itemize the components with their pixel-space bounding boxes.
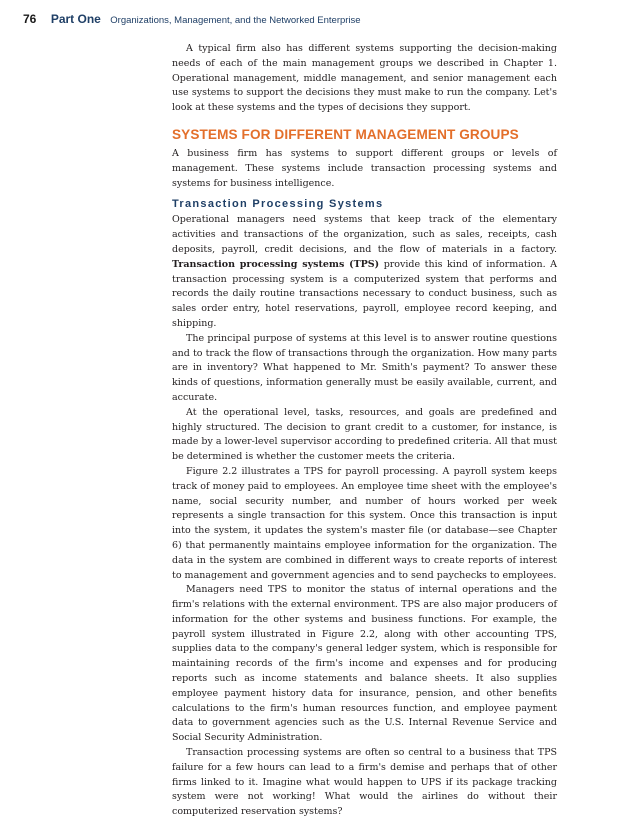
page-number: 76	[23, 12, 37, 26]
part-title: Organizations, Management, and the Networked Enterprise	[110, 15, 361, 26]
part-label: Part One	[50, 12, 101, 26]
tps-paragraph-6: Transaction processing systems are often so central to a business that TPS failure for a few hours can lead to a firm's demise and perhaps that of other firms linked to it. Imagine what would happen to UPS if its package tracking system were not working! What would the airlines do without their computerized reservation systems?	[172, 747, 557, 818]
subsection-heading: Transaction Processing Systems	[172, 198, 384, 211]
tps-paragraph-4: Figure 2.2 illustrates a TPS for payroll processing. A payroll system keeps track of money paid to employees. An employee time sheet with the employee's name, social security number, and number of hours worked per week represents a single transaction for this system. Once this transaction is input into the system, it updates the system's master file (or database—see Chapter 6) that permanently maintains employee information for the organization. The data in the system are combined in different ways to create reports of interest to management and government agencies and to send paychecks to employees.	[172, 465, 557, 581]
tps-paragraph-1-rest: provide this kind of information. A transaction processing system is a computerized system that performs and records the daily routine transactions necessary to conduct business, such as sales order entry, hotel reservations, payroll, employee record keeping, and shipping.	[172, 258, 557, 329]
tps-paragraph-5: Managers need TPS to monitor the status of internal operations and the firm's relations with the external environment. TPS are also major producers of information for the other systems and business functions. For example, the payroll system illustrated in Figure 2.2, along with other accounting TPS, supplies data to the company's general ledger system, which is responsible for maintaining records of the firm's income and expenses and for producing reports such as income statements and balance sheets. It also supplies employee payment history data for insurance, pension, and other benefits calculations to the firm's human resources function, and employee payment data to government agencies such as the U.S. Internal Revenue Service and Social Security Administration.	[172, 584, 557, 744]
tps-paragraph-1	[172, 213, 557, 331]
running-head	[23, 10, 603, 26]
tps-paragraph-3: At the operational level, tasks, resources, and goals are predefined and highly structured. The decision to grant credit to a customer, for instance, is made by a lower-level supervisor according to predefined criteria. All that must be determined is whether the customer meets the criteria.	[172, 406, 557, 463]
key-term-tps: Transaction processing systems (TPS)	[172, 258, 380, 270]
tps-paragraph-1-lead: Operational managers need systems that keep track of the elementary activities and transactions of the organization, such as sales, receipts, cash deposits, payroll, credit decisions, and the flow of materials in a factory.	[172, 214, 557, 255]
section-intro-paragraph: A business firm has systems to support different groups or levels of management. These systems include transaction processing systems and systems for business intelligence.	[172, 147, 557, 189]
page-body	[172, 42, 557, 820]
section-heading: SYSTEMS FOR DIFFERENT MANAGEMENT GROUPS	[172, 126, 519, 142]
tps-paragraph-2: The principal purpose of systems at this level is to answer routine questions and to track the flow of transactions through the organization. How many parts are in inventory? What happened to Mr. Smith's payment? To answer these kinds of questions, information generally must be easily available, current, and accurate.	[172, 332, 557, 403]
intro-paragraph: A typical firm also has different systems supporting the decision-making needs of each of the main management groups we described in Chapter 1. Operational management, middle management, and senior management each use systems to support the decisions they must make to run the company. Let's look at these systems and the types of decisions they support.	[172, 43, 557, 114]
